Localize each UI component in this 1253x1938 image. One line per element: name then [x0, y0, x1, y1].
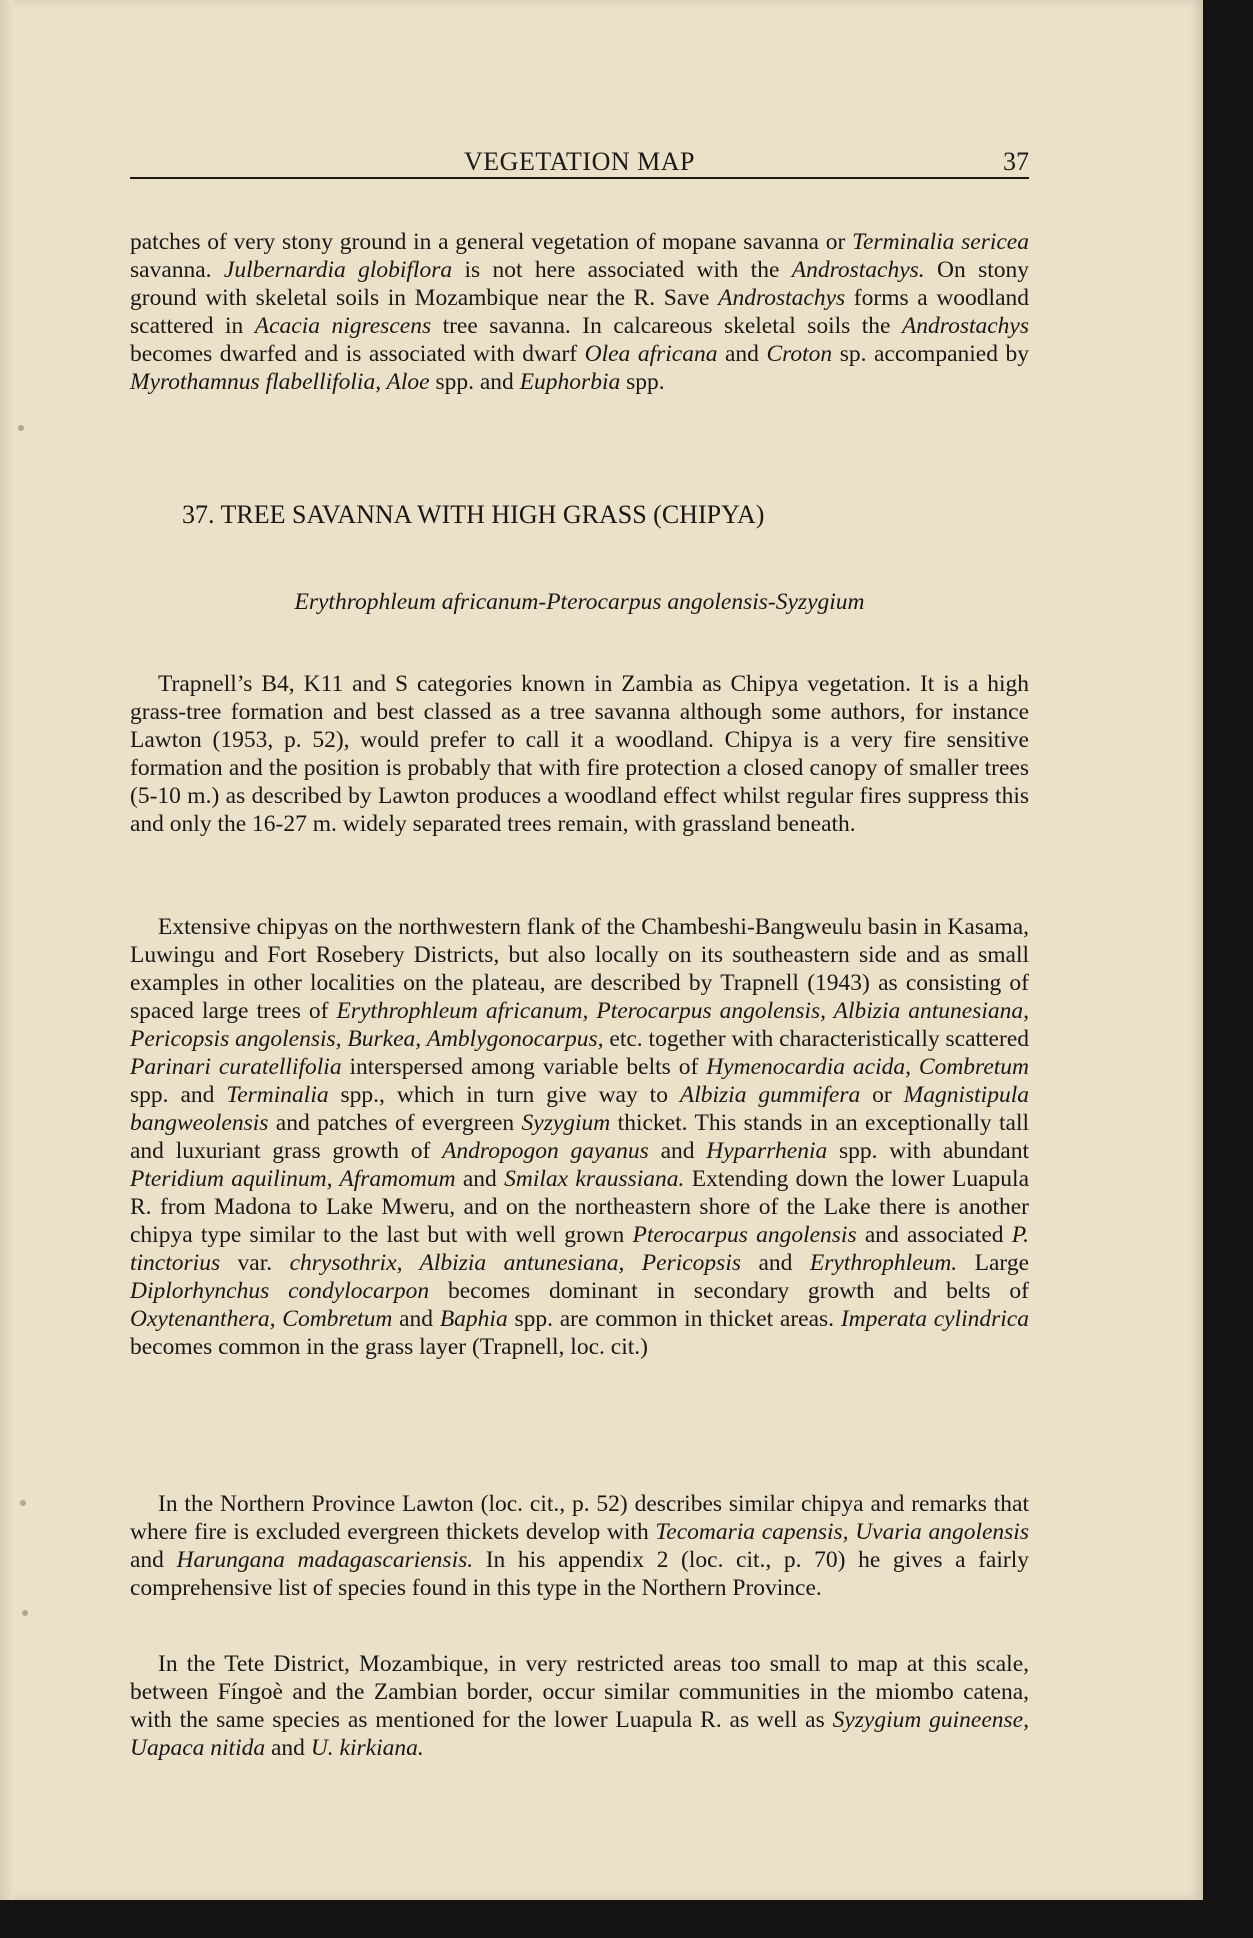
paragraph-3	[130, 913, 1029, 1361]
italic-species-name: Albizia gummifera	[679, 1082, 861, 1108]
italic-species-name: Androstachys	[718, 285, 846, 311]
italic-species-name: Imperata cylindrica	[840, 1306, 1029, 1332]
italic-species-name: Diplorhynchus condylocarpon	[130, 1278, 430, 1304]
page-number: 37	[1003, 147, 1029, 176]
italic-species-name: Hyparrhenia	[706, 1138, 828, 1164]
italic-species-name: Baphia	[439, 1306, 508, 1332]
italic-species-name: Syzygium guineense, Uapaca nitida	[130, 1707, 1029, 1761]
paragraph-1	[130, 228, 1029, 396]
italic-species-name: Magnistipula bangweolensis	[130, 1082, 1029, 1136]
italic-species-name: Euphorbia	[519, 369, 621, 395]
running-header	[130, 143, 1029, 179]
italic-species-name: U. kirkiana.	[310, 1735, 424, 1761]
italic-species-name: Smilax kraussiana.	[504, 1166, 685, 1192]
italic-species-name: Myrothamnus flabellifolia, Aloe	[130, 369, 430, 395]
italic-species-name: Androstachys.	[791, 257, 925, 283]
margin-smudge	[20, 1500, 26, 1506]
italic-species-name: Pteridium aquilinum, Aframomum	[130, 1166, 456, 1192]
paragraph-4	[130, 1490, 1029, 1602]
italic-species-name: P. tinctorius	[130, 1222, 1029, 1276]
italic-species-name: Pterocarpus angolensis	[632, 1222, 857, 1248]
italic-species-name: Androstachys	[901, 313, 1030, 339]
section-subheading: Erythrophleum africanum-Pterocarpus angolensis-Syzygium	[294, 589, 865, 615]
italic-species-name: Terminalia sericea	[852, 229, 1029, 255]
italic-species-name: Croton	[766, 341, 833, 367]
italic-species-name: Julbernardia globiflora	[223, 257, 453, 283]
running-title: VEGETATION MAP	[464, 147, 695, 176]
margin-smudge	[18, 425, 24, 431]
paragraph-text: In the Tete District, Mozambique, in very restricted areas too small to map at this scale, between Fíngoè and the Zambian border, occur similar communities in the miombo catena, with the same species as mentioned for the lower Luapula R. as well as Syzygium guineense, Uapaca nitida and U. kirkiana.	[130, 1651, 1029, 1761]
italic-species-name: Oxytenanthera, Combretum	[130, 1306, 393, 1332]
paragraph-text: Trapnell’s B4, K11 and S categories known in Zambia as Chipya vegetation. It is a high grass-tree formation and best classed as a tree savanna although some authors, for instance Lawton (1953, p. 52), would prefer to call it a woodland. Chipya is a very fire sensitive formation and the position is probably that with fire protection a closed canopy of smaller trees (5-10 m.) as described by Lawton produces a woodland effect whilst regular fires suppress this and only the 16-27 m. widely separated trees remain, with grassland beneath.	[130, 671, 1029, 837]
italic-species-name: Tecomaria capensis, Uvaria angolensis	[655, 1519, 1029, 1545]
italic-species-name: Parinari curatellifolia	[130, 1054, 342, 1080]
paragraph-5	[130, 1650, 1029, 1762]
italic-species-name: Olea africana	[584, 341, 718, 367]
paragraph-text: Extensive chipyas on the northwestern flank of the Chambeshi-Bangweulu basin in Kasama, Luwingu and Fort Rosebery Districts, but also locally on its southeastern side and as small examples in other localities on the plateau, are described by Trapnell (1943) as consisting of spaced large trees of Erythrophleum africanum, Pterocarpus angolensis, Albizia antunesiana, Pericopsis angolensis, Burkea, Amblygonocarpus, etc. together with characteristically scattered Parinari curatellifolia interspersed among variable belts of Hymenocardia acida, Combretum spp. and Terminalia spp., which in turn give way to Albizia gummifera or Magnistipula bangweolensis and patches of evergreen Syzygium thicket. This stands in an exceptionally tall and luxuriant grass growth of Andropogon gayanus and Hyparrhenia spp. with abundant Pteridium aquilinum, Aframomum and Smilax kraussiana. Extending down the lower Luapula R. from Madona to Lake Mweru, and on the northeastern shore of the Lake there is another chipya type similar to the last but with well grown Pterocarpus angolensis and associated P. tinctorius var. chrysothrix, Albizia antunesiana, Pericopsis and Erythrophleum. Large Diplorhynchus condylocarpon becomes dominant in secondary growth and belts of Oxytenanthera, Combretum and Baphia spp. are common in thicket areas. Imperata cylindrica becomes common in the grass layer (Trapnell, loc. cit.)	[130, 914, 1029, 1360]
italic-species-name: chrysothrix, Albizia antunesiana, Pericopsis	[289, 1250, 742, 1276]
italic-species-name: Andropogon gayanus	[442, 1138, 649, 1164]
paragraph-2	[130, 670, 1029, 838]
paragraph-text: In the Northern Province Lawton (loc. cit., p. 52) describes similar chipya and remarks that where fire is excluded evergreen thickets develop with Tecomaria capensis, Uvaria angolensis and Harungana madagascariensis. In his appendix 2 (loc. cit., p. 70) he gives a fairly comprehensive list of species found in this type in the Northern Province.	[130, 1491, 1029, 1601]
italic-species-name: Erythrophleum africanum, Pterocarpus angolensis, Albizia antunesiana, Pericopsis angolensis, Burkea, Amblygonocarpus,	[130, 998, 1029, 1052]
page-edge-shadow	[0, 0, 14, 1900]
paragraph-text: patches of very stony ground in a general vegetation of mopane savanna or Terminalia sericea savanna. Julbernardia globiflora is not here associated with the Androstachys. On stony ground with skeletal soils in Mozambique near the R. Save Androstachys forms a woodland scattered in Acacia nigrescens tree savanna. In calcareous skeletal soils the Androstachys becomes dwarfed and is associated with dwarf Olea africana and Croton sp. accompanied by Myrothamnus flabellifolia, Aloe spp. and Euphorbia spp.	[130, 229, 1030, 395]
italic-species-name: Terminalia	[226, 1082, 329, 1108]
section-heading: 37. TREE SAVANNA WITH HIGH GRASS (CHIPYA)	[182, 500, 765, 529]
italic-species-name: Acacia nigrescens	[254, 313, 432, 339]
italic-species-name: Syzygium	[521, 1110, 611, 1136]
italic-species-name: Erythrophleum.	[809, 1250, 958, 1276]
italic-species-name: Hymenocardia acida, Combretum	[706, 1054, 1029, 1080]
italic-species-name: Harungana madagascariensis.	[176, 1547, 474, 1573]
margin-smudge	[22, 1610, 28, 1616]
